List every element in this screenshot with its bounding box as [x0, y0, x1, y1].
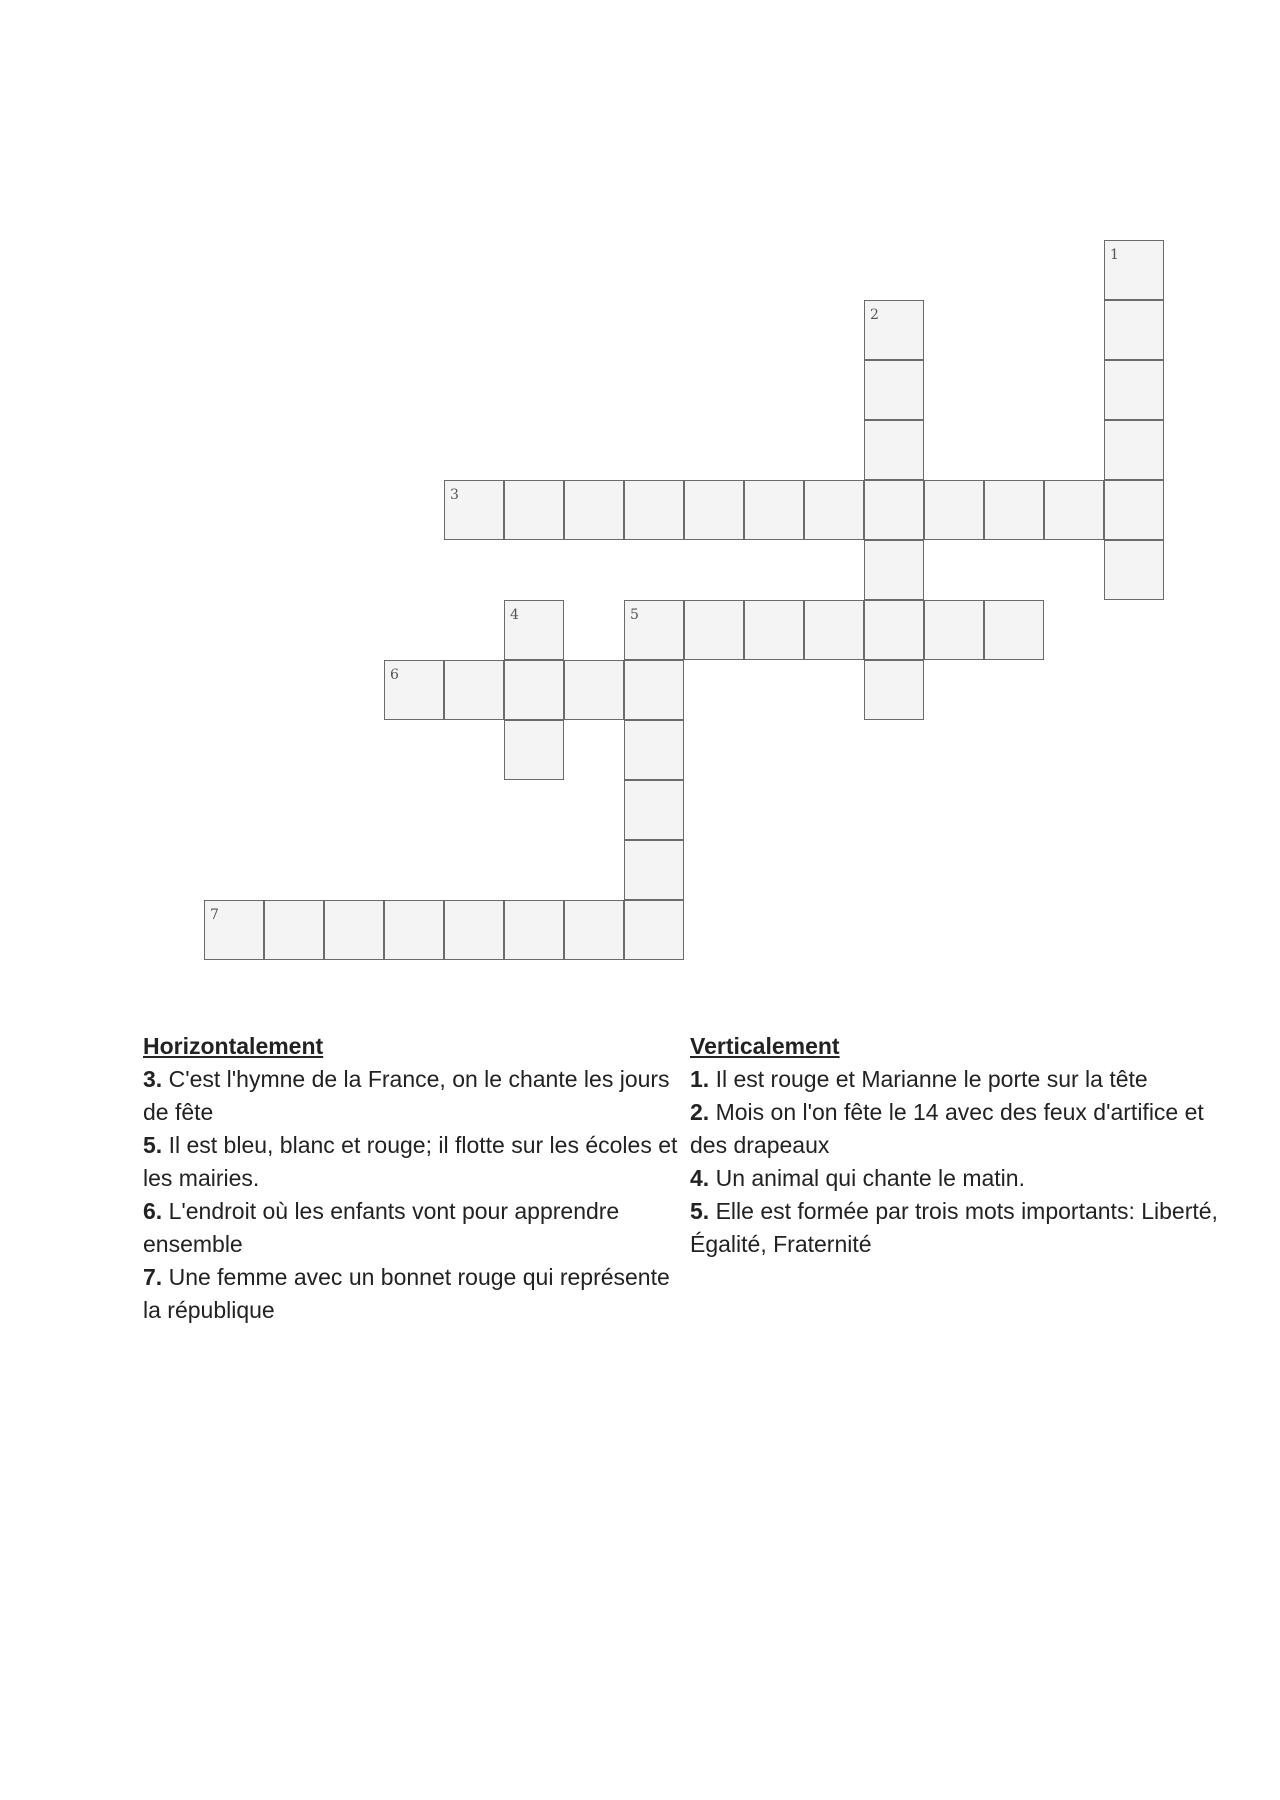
crossword-cell[interactable] [564, 660, 624, 720]
clue-number: 4. [690, 1165, 710, 1191]
cell-number: 4 [510, 607, 519, 623]
crossword-cell[interactable] [684, 600, 744, 660]
crossword-cell[interactable] [864, 540, 924, 600]
crossword-cell[interactable] [504, 660, 564, 720]
crossword-cell[interactable] [444, 900, 504, 960]
clue-h-7 [143, 1261, 683, 1327]
crossword-cell[interactable] [504, 900, 564, 960]
clue-h-5 [143, 1129, 683, 1195]
crossword-cell[interactable] [1104, 300, 1164, 360]
clues-vertical [690, 1030, 1240, 1261]
crossword-cell[interactable] [624, 660, 684, 720]
clues-horizontal [143, 1030, 683, 1327]
crossword-cell[interactable] [924, 480, 984, 540]
crossword-cell[interactable] [864, 660, 924, 720]
vertical-title: Verticalement [690, 1033, 840, 1059]
crossword-cell[interactable] [324, 900, 384, 960]
crossword-cell[interactable] [564, 480, 624, 540]
crossword-cell[interactable] [564, 900, 624, 960]
cell-number: 7 [210, 907, 219, 923]
crossword-cell[interactable] [444, 480, 504, 540]
crossword-cell[interactable] [864, 420, 924, 480]
crossword-cell[interactable] [624, 900, 684, 960]
clue-number: 1. [690, 1066, 710, 1092]
crossword-cell[interactable] [384, 660, 444, 720]
clue-text: Une femme avec un bonnet rouge qui représente la république [143, 1264, 670, 1323]
crossword-cell[interactable] [624, 780, 684, 840]
crossword-cell[interactable] [864, 480, 924, 540]
cell-number: 5 [630, 607, 639, 623]
clue-h-6 [143, 1195, 683, 1261]
cell-number: 1 [1110, 247, 1119, 263]
crossword-cell[interactable] [384, 900, 444, 960]
clue-text: Elle est formée par trois mots importants: Liberté, Égalité, Fraternité [690, 1198, 1218, 1257]
crossword-cell[interactable] [444, 660, 504, 720]
crossword-cell[interactable] [1104, 360, 1164, 420]
clue-number: 6. [143, 1198, 163, 1224]
crossword-cell[interactable] [1044, 480, 1104, 540]
crossword-cell[interactable] [924, 600, 984, 660]
crossword-cell[interactable] [624, 600, 684, 660]
clue-h-3 [143, 1063, 683, 1129]
crossword-cell[interactable] [1104, 420, 1164, 480]
crossword-cell[interactable] [804, 480, 864, 540]
clue-text: Un animal qui chante le matin. [709, 1165, 1025, 1191]
clue-number: 7. [143, 1264, 163, 1290]
crossword-cell[interactable] [864, 360, 924, 420]
crossword-cell[interactable] [864, 300, 924, 360]
crossword-cell[interactable] [804, 600, 864, 660]
crossword-cell[interactable] [1104, 480, 1164, 540]
crossword-cell[interactable] [1104, 240, 1164, 300]
crossword-cell[interactable] [504, 480, 564, 540]
crossword-cell[interactable] [684, 480, 744, 540]
crossword-cell[interactable] [624, 840, 684, 900]
crossword-cell[interactable] [1104, 540, 1164, 600]
clue-v-1 [690, 1063, 1240, 1096]
crossword-cell[interactable] [264, 900, 324, 960]
crossword-cell[interactable] [744, 600, 804, 660]
crossword-cell[interactable] [504, 600, 564, 660]
horizontal-title: Horizontalement [143, 1033, 324, 1059]
crossword-cell[interactable] [984, 480, 1044, 540]
clue-text: Il est rouge et Marianne le porte sur la tête [709, 1066, 1148, 1092]
cell-number: 6 [390, 667, 399, 683]
clue-text: Il est bleu, blanc et rouge; il flotte sur les écoles et les mairies. [143, 1132, 678, 1191]
crossword-cell[interactable] [744, 480, 804, 540]
cell-number: 2 [870, 307, 879, 323]
crossword-cell[interactable] [504, 720, 564, 780]
clue-text: Mois on l'on fête le 14 avec des feux d'artifice et des drapeaux [690, 1099, 1204, 1158]
clue-text: C'est l'hymne de la France, on le chante les jours de fête [143, 1066, 670, 1125]
clue-v-4 [690, 1162, 1240, 1195]
clue-number: 2. [690, 1099, 710, 1125]
cell-number: 3 [450, 487, 459, 503]
clue-text: L'endroit où les enfants vont pour apprendre ensemble [143, 1198, 620, 1257]
clue-v-5 [690, 1195, 1240, 1261]
clue-number: 5. [143, 1132, 163, 1158]
crossword-cell[interactable] [624, 720, 684, 780]
clue-v-2 [690, 1096, 1240, 1162]
crossword-cell[interactable] [984, 600, 1044, 660]
crossword-cell[interactable] [864, 600, 924, 660]
crossword-cell[interactable] [204, 900, 264, 960]
clue-number: 3. [143, 1066, 163, 1092]
crossword-cell[interactable] [624, 480, 684, 540]
clue-number: 5. [690, 1198, 710, 1224]
